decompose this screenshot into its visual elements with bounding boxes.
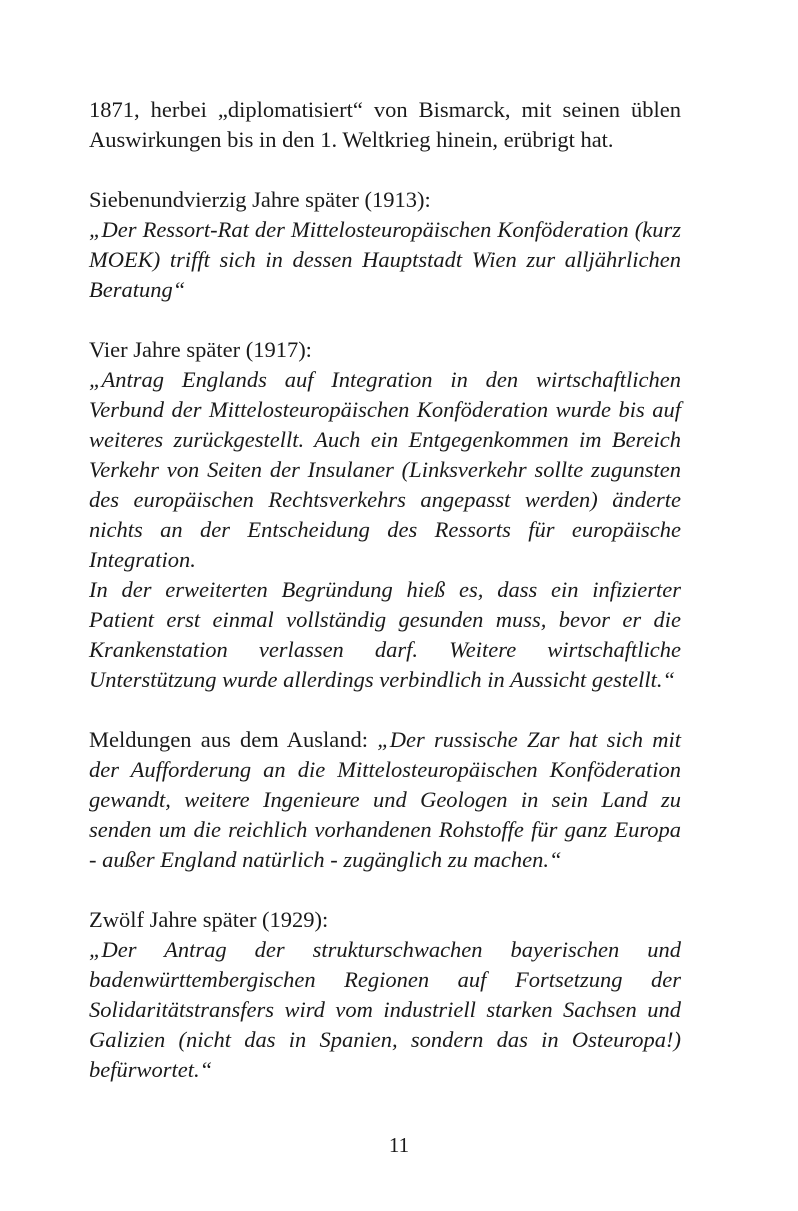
news-label: Meldungen aus dem Ausland: bbox=[89, 727, 368, 752]
section-heading: Zwölf Jahre später (1929): bbox=[89, 907, 329, 932]
quote-paragraph: „Antrag Englands auf Integration in den wirtschaftlichen Verbund der Mittelosteuropäischen Konföderation wurde bis auf weiteres zurückgestellt. Auch ein Entgegenkommen im Bereich Verkehr von Seiten der Insulaner (Linksverkehr sollte zugunsten des europäischen Rechtsverkehrs angepasst werden) änderte nichts an der Entscheidung des Ressorts für europäische Integration. bbox=[89, 367, 681, 572]
quote-paragraph: „Der Antrag der strukturschwachen bayerischen und badenwürttembergischen Regionen auf Fortsetzung der Solidaritätstransfers wird vom industriell starken Sachsen und Galizien (nicht das in Spanien, sondern das in Osteuropa!) befürwortet.“ bbox=[89, 937, 681, 1082]
intro-paragraph: 1871, herbei „diplomatisiert“ von Bismarck, mit seinen üblen Auswirkungen bis in den 1. Weltkrieg hinein, erübrigt hat. bbox=[89, 97, 681, 152]
quote-paragraph: „Der Ressort-Rat der Mittelosteuropäischen Konföderation (kurz MOEK) trifft sich in dessen Hauptstadt Wien zur alljährlichen Beratung“ bbox=[89, 217, 681, 302]
section-1929 bbox=[89, 905, 681, 1085]
quote-paragraph: In der erweiterten Begründung hieß es, dass ein infizierter Patient erst einmal vollständig gesunden muss, bevor er die Krankenstation verlassen darf. Weitere wirtschaftliche Unterstützung wurde allerdings verbindlich in Aussicht gestellt.“ bbox=[89, 577, 681, 692]
page-number: 11 bbox=[388, 1133, 410, 1157]
section-1913 bbox=[89, 185, 681, 305]
section-foreign-news bbox=[89, 725, 681, 875]
section-heading: Siebenundvierzig Jahre später (1913): bbox=[89, 187, 431, 212]
news-paragraph bbox=[89, 725, 681, 875]
section-heading: Vier Jahre später (1917): bbox=[89, 337, 312, 362]
body-text bbox=[89, 95, 681, 1115]
news-quote: „Der russische Zar hat sich mit der Aufforderung an die Mittelosteuropäischen Konföderation gewandt, weitere Ingenieure und Geologen in sein Land zu senden um die reichlich vorhandenen Rohstoffe für ganz Europa - außer England natürlich - zugänglich zu machen.“ bbox=[89, 727, 681, 872]
section-1917 bbox=[89, 335, 681, 695]
